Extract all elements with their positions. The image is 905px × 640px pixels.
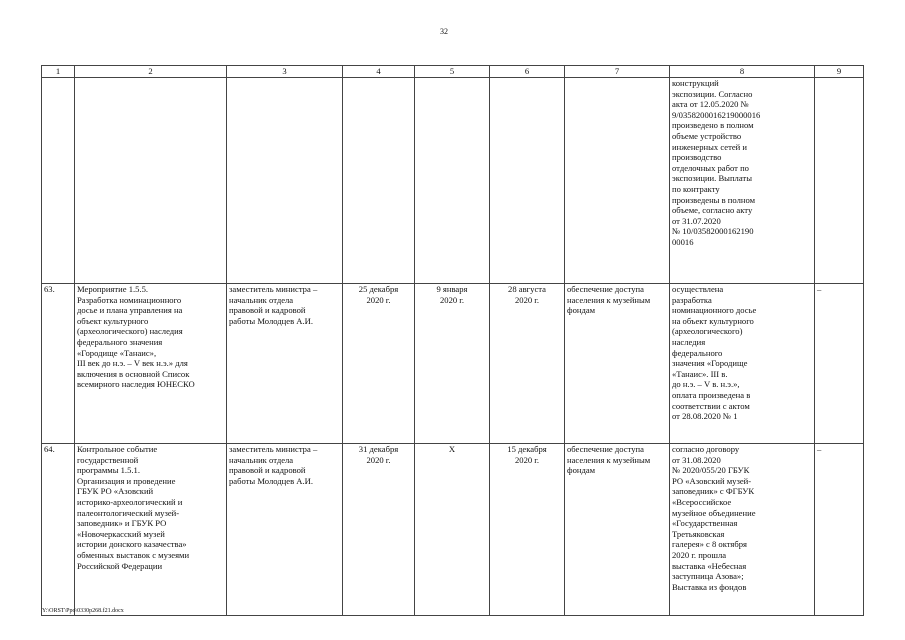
planned-date: 25 декабря 2020 г.: [343, 284, 415, 444]
responsible-person: заместитель министра – начальник отдела правовой и кадровой работы Молодцев А.И.: [227, 284, 343, 444]
empty-cell: [227, 78, 343, 284]
row-number: 63.: [42, 284, 75, 444]
empty-cell: [815, 78, 864, 284]
actual-date: 15 декабря 2020 г.: [490, 444, 565, 616]
note-cell: –: [815, 284, 864, 444]
column-number: 9: [815, 66, 864, 78]
planned-date: 31 декабря 2020 г.: [343, 444, 415, 616]
measure-name: Мероприятие 1.5.5. Разработка номинационного досье и плана управления на объект культурного (археологического) наследия федерального значения «Городище «Танаис», III век до н.э. – V век н.э.» для включения в основной Список всемирного наследия ЮНЕСКО: [75, 284, 227, 444]
empty-cell: [75, 78, 227, 284]
status-cell: конструкций экспозиции. Согласно акта от 12.05.2020 № 9/0358200016219000016 произведено в полном объеме устройство инженерных сетей и производство отделочных работ по экспозиции. Выплаты по контракту произведены в полном объеме, согласно акту от 31.07.2020 № 10/03582000162190 00016: [670, 78, 815, 284]
page-number: 32: [440, 27, 448, 36]
status-cell: согласно договору от 31.08.2020 № 2020/055/20 ГБУК РО «Азовский музей- заповедник» с ФГБУК «Всероссийское музейное объединение «Государственная Третьяковская галерея» с 8 октября 2020 г. прошла выставка «Небесная заступница Азова»; Выставка из фондов: [670, 444, 815, 616]
start-date: X: [415, 444, 490, 616]
empty-cell: [42, 78, 75, 284]
column-number: 7: [565, 66, 670, 78]
report-table: [41, 65, 864, 616]
measure-name: Контрольное событие государственной программы 1.5.1. Организация и проведение ГБУК РО «Азовский историко-археологический и палеонтологический музей- заповедник» и ГБУК РО «Новочеркасский музей истории донского казачества» обменных выставок с музеями Российской Федерации: [75, 444, 227, 616]
empty-cell: [415, 78, 490, 284]
expected-result: обеспечение доступа населения к музейным фондам: [565, 284, 670, 444]
start-date: 9 января 2020 г.: [415, 284, 490, 444]
column-number: 5: [415, 66, 490, 78]
table-row: [42, 284, 864, 444]
expected-result: обеспечение доступа населения к музейным фондам: [565, 444, 670, 616]
column-number: 4: [343, 66, 415, 78]
empty-cell: [565, 78, 670, 284]
column-number: 8: [670, 66, 815, 78]
column-number-row: [42, 66, 864, 78]
column-number: 2: [75, 66, 227, 78]
empty-cell: [490, 78, 565, 284]
file-path-footer: Y:\ORST\Ppo\0330p268.f21.docx: [42, 608, 124, 614]
responsible-person: заместитель министра – начальник отдела правовой и кадровой работы Молодцев А.И.: [227, 444, 343, 616]
status-cell: осуществлена разработка номинационного досье на объект культурного (археологического) наследия федерального значения «Городище «Танаис». III в. до н.э. – V в. н.э.», оплата произведена в соответствии с актом от 28.08.2020 № 1: [670, 284, 815, 444]
row-number: 64.: [42, 444, 75, 616]
note-cell: –: [815, 444, 864, 616]
column-number: 3: [227, 66, 343, 78]
actual-date: 28 августа 2020 г.: [490, 284, 565, 444]
continuation-row: [42, 78, 864, 284]
empty-cell: [343, 78, 415, 284]
table-row: [42, 444, 864, 616]
column-number: 1: [42, 66, 75, 78]
column-number: 6: [490, 66, 565, 78]
